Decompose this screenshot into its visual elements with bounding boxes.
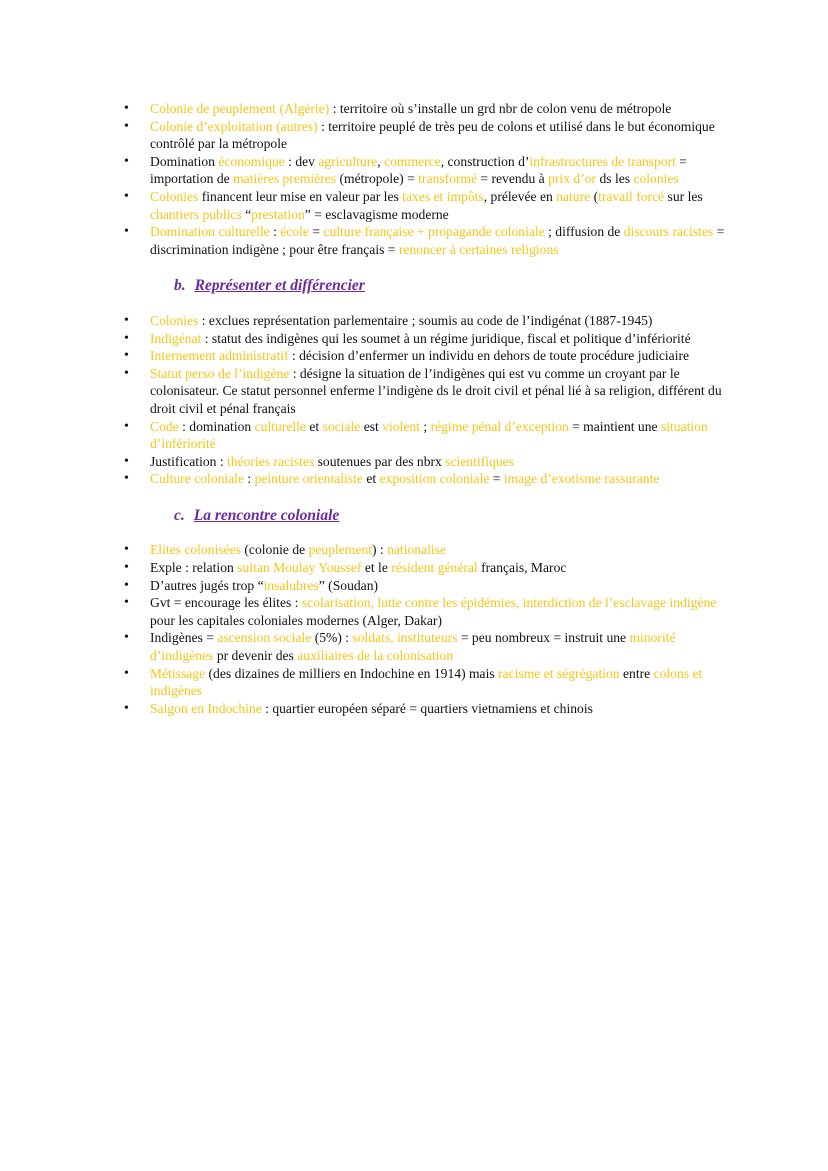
bullet-list <box>124 100 736 258</box>
body-text: : <box>244 471 255 487</box>
section-heading <box>174 277 736 295</box>
list-item <box>124 418 736 453</box>
list-item <box>124 577 736 595</box>
body-text: ” (Soudan) <box>318 577 379 593</box>
body-text: Domination <box>150 153 219 169</box>
list-item <box>124 347 736 365</box>
body-text: = <box>308 224 324 240</box>
highlighted-term: Colonies <box>150 312 199 328</box>
highlighted-term: Internement administratif <box>150 348 289 364</box>
bullet-list <box>124 312 736 488</box>
highlighted-term: Culture coloniale <box>150 471 244 487</box>
highlighted-term: Statut perso de l’indigène <box>150 365 290 381</box>
highlighted-term: Métissage <box>150 665 206 681</box>
list-item <box>124 365 736 418</box>
body-text: : statut des indigènes qui les soumet à un régime juridique, fiscal et politique d’infériorité <box>201 330 691 346</box>
highlighted-term: transformé <box>418 171 478 187</box>
highlighted-term: nationalise <box>387 542 446 558</box>
body-text: : <box>269 224 281 240</box>
highlighted-term: culturelle <box>254 418 306 434</box>
body-text: et <box>362 471 380 487</box>
highlighted-term: infrastructures de transport <box>529 153 676 169</box>
list-item <box>124 559 736 577</box>
body-text: = importation de <box>150 153 687 187</box>
body-text: est <box>360 418 383 434</box>
body-text: sur les <box>664 188 703 204</box>
highlighted-term: Colonies <box>150 188 199 204</box>
highlighted-term: Elites colonisées <box>150 542 241 558</box>
body-text: : territoire peuplé de très peu de colons et utilisé dans le but économique contrôlé par la métropole <box>150 118 715 152</box>
list-item <box>124 665 736 700</box>
highlighted-term: travail forcé <box>598 188 665 204</box>
body-text: Indigènes = <box>150 630 218 646</box>
body-text: et <box>305 418 323 434</box>
list-item <box>124 700 736 718</box>
highlighted-term: peinture orientaliste <box>254 471 363 487</box>
highlighted-term: colonies <box>633 171 679 187</box>
highlighted-term: culture française + propagande coloniale <box>323 224 545 240</box>
body-text: (5%) : <box>311 630 353 646</box>
list-item <box>124 118 736 153</box>
section-heading <box>174 507 736 525</box>
highlighted-term: scientifiques <box>445 453 514 469</box>
highlighted-term: commerce <box>384 153 441 169</box>
body-text: : exclues représentation parlementaire ; soumis au code de l’indigénat (1887-1945) <box>198 312 653 328</box>
list-item <box>124 153 736 188</box>
body-text: : désigne la situation de l’indigènes qui est vu comme un croyant par le colonisateur. Ce statut personnel enferme l’indigène ds le droit civil et pénal lié à sa religion, différent du droit civil et pénal français <box>150 365 722 416</box>
highlighted-term: matières premières <box>233 171 337 187</box>
highlighted-term: Colonie d’exploitation (autres) <box>150 118 318 134</box>
highlighted-term: scolarisation, lutte contre les épidémies, interdiction de l’esclavage indigène <box>301 595 717 611</box>
highlighted-term: renoncer à certaines religions <box>398 241 559 257</box>
highlighted-term: sultan Moulay Youssef <box>237 560 362 576</box>
highlighted-term: résident général <box>391 560 478 576</box>
body-text: (colonie de <box>240 542 309 558</box>
highlighted-term: exposition coloniale <box>379 471 490 487</box>
highlighted-term: situation d’infériorité <box>150 418 708 452</box>
body-text: = maintient une <box>568 418 661 434</box>
body-text: , construction d’ <box>440 153 530 169</box>
highlighted-term: violent <box>382 418 420 434</box>
body-text: (des dizaines de milliers en Indochine en 1914) mais <box>205 665 499 681</box>
list-item <box>124 188 736 223</box>
highlighted-term: colons et indigènes <box>150 665 703 699</box>
body-text: pour les capitales coloniales modernes (Alger, Dakar) <box>150 612 442 628</box>
body-text: = discrimination indigène ; pour être français = <box>150 224 725 257</box>
highlighted-term: théories racistes <box>227 453 315 469</box>
list-item <box>124 453 736 471</box>
body-text: entre <box>619 665 654 681</box>
body-text: = <box>489 471 504 487</box>
document-content <box>124 100 736 717</box>
body-text: ds les <box>596 171 634 187</box>
section-number: b. <box>174 277 186 295</box>
body-text: , prélevée en <box>483 188 557 204</box>
body-text: ; diffusion de <box>544 224 624 240</box>
highlighted-term: discours racistes <box>623 224 714 240</box>
highlighted-term: auxiliaires de la colonisation <box>297 648 454 664</box>
body-text: ) : <box>371 542 388 558</box>
body-text: ; <box>419 418 431 434</box>
body-text: Justification : <box>150 453 228 469</box>
highlighted-term: peuplement <box>308 542 372 558</box>
body-text: (métropole) = <box>336 171 419 187</box>
section-title: Représenter et différencier <box>194 277 365 295</box>
highlighted-term: minorité d’indigènes <box>150 630 676 664</box>
body-text: : territoire où s’installe un grd nbr de colon venu de métropole <box>329 101 672 116</box>
bullet-list <box>124 541 736 717</box>
highlighted-term: Domination culturelle <box>150 224 270 240</box>
highlighted-term: racisme et ségrégation <box>498 665 620 681</box>
highlighted-term: chantiers publics <box>150 206 242 222</box>
body-text: ” = esclavagisme moderne <box>304 206 449 222</box>
highlighted-term: agriculture <box>318 153 378 169</box>
section-title: La rencontre coloniale <box>193 506 340 524</box>
highlighted-term: Code <box>150 418 179 434</box>
highlighted-term: prix d’or <box>548 171 597 187</box>
body-text: financent leur mise en valeur par les <box>198 188 403 204</box>
body-text: D’autres jugés trop “ <box>150 577 264 593</box>
body-text: français, Maroc <box>477 560 567 576</box>
body-text: : quartier européen séparé = quartiers vietnamiens et chinois <box>261 700 593 716</box>
body-text: ( <box>590 188 599 204</box>
highlighted-term: nature <box>556 188 591 204</box>
highlighted-term: Colonie de peuplement (Algérie) <box>150 101 330 116</box>
body-text: Gvt = encourage les élites : <box>150 595 302 611</box>
highlighted-term: économique <box>218 153 285 169</box>
highlighted-term: sociale <box>322 418 361 434</box>
list-item <box>124 541 736 559</box>
highlighted-term: régime pénal d’exception <box>430 418 569 434</box>
list-item <box>124 100 736 118</box>
body-text: et le <box>361 560 392 576</box>
list-item <box>124 330 736 348</box>
highlighted-term: image d’exotisme rassurante <box>503 471 660 487</box>
body-text: soutenues par des nbrx <box>314 453 446 469</box>
highlighted-term: soldats, instituteurs <box>352 630 458 646</box>
list-item <box>124 629 736 664</box>
highlighted-term: Saigon en Indochine <box>150 700 262 716</box>
list-item <box>124 223 736 258</box>
section-number: c. <box>174 506 185 524</box>
body-text: : dev <box>284 153 319 169</box>
highlighted-term: Indigénat <box>150 330 202 346</box>
body-text: , <box>377 153 385 169</box>
highlighted-term: ascension sociale <box>217 630 312 646</box>
list-item <box>124 594 736 629</box>
body-text: Exple : relation <box>150 560 238 576</box>
highlighted-term: école <box>280 224 309 240</box>
highlighted-term: prestation <box>251 206 305 222</box>
highlighted-term: taxes et impôts <box>402 188 484 204</box>
body-text: pr devenir des <box>213 648 298 664</box>
list-item <box>124 470 736 488</box>
body-text: = revendu à <box>477 171 549 187</box>
highlighted-term: insalubres <box>263 577 319 593</box>
body-text: : domination <box>178 418 255 434</box>
body-text: : décision d’enfermer un individu en dehors de toute procédure judiciaire <box>288 348 690 364</box>
list-item <box>124 312 736 330</box>
body-text: “ <box>241 206 252 222</box>
body-text: = peu nombreux = instruit une <box>457 630 630 646</box>
